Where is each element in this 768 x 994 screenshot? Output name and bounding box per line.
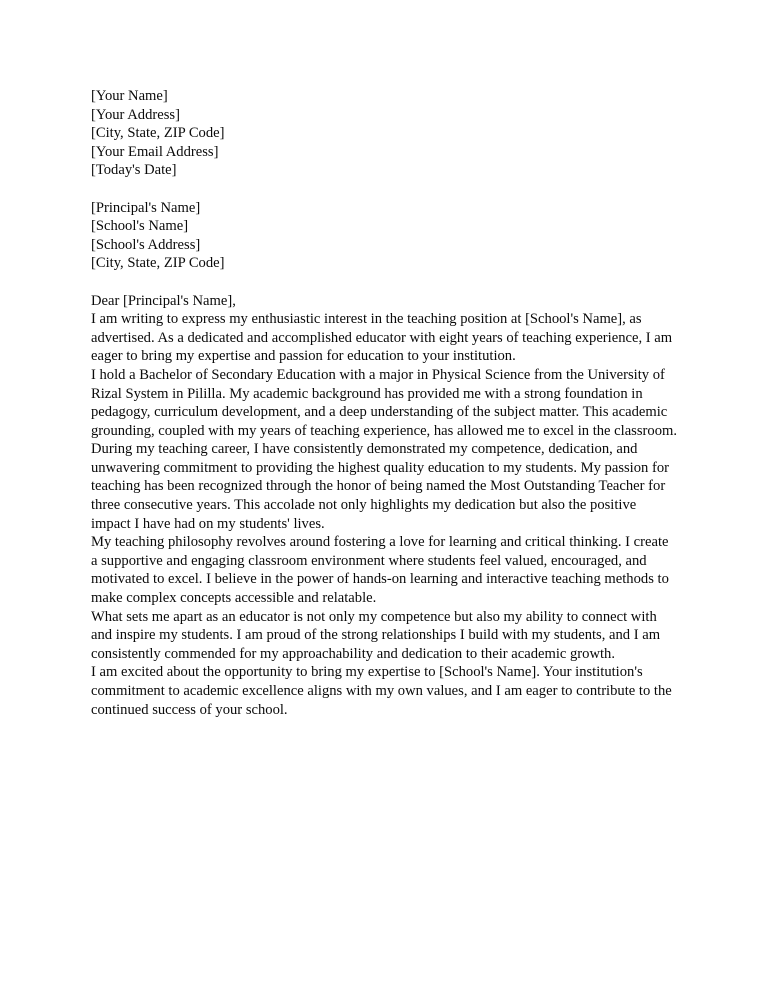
sender-address-line: [Your Address] xyxy=(91,106,180,123)
sender-name-line: [Your Name] xyxy=(91,88,168,104)
letter-paragraph-closing: I am excited about the opportunity to bring my expertise to [School's Name]. Your institution's commitment to academic excellence aligns with my own values, and I am eager to contribute to the continued success of your school. xyxy=(91,664,672,718)
salutation: Dear [Principal's Name], xyxy=(91,292,236,309)
recipient-address-line: [School's Address] xyxy=(91,236,201,253)
letter-paragraph-career: During my teaching career, I have consistently demonstrated my competence, dedication, and unwavering commitment to providing the highest quality education to my students. My passion for teaching has been recognized through the honor of being named the Most Outstanding Teacher for three consecutive years. This accolade not only highlights my dedication but also the positive impact I have had on my students' lives. xyxy=(91,441,669,532)
letter-paragraph-intro: I am writing to express my enthusiastic interest in the teaching position at [School's Name], as advertised. As a dedicated and accomplished educator with eight years of teaching experience, I am eager to bring my expertise and passion for education to your institution. xyxy=(91,311,673,365)
recipient-city-line: [City, State, ZIP Code] xyxy=(91,255,225,272)
recipient-block xyxy=(91,199,678,273)
sender-city-line: [City, State, ZIP Code] xyxy=(91,125,225,142)
letter-paragraph-education: I hold a Bachelor of Secondary Education with a major in Physical Science from the University of Rizal System in Pililla. My academic background has provided me with a strong foundation in pedagogy, curriculum development, and a deep understanding of the subject matter. This academic grounding, coupled with my years of teaching experience, has allowed me to excel in the classroom. xyxy=(91,366,677,439)
sender-block xyxy=(91,87,678,180)
letter-paragraph-philosophy: My teaching philosophy revolves around fostering a love for learning and critical thinking. I create a supportive and engaging classroom environment where students feel valued, encouraged, and motivated to excel. I believe in the power of hands-on learning and interactive teaching methods to make complex concepts accessible and relatable. xyxy=(91,534,669,607)
sender-email-line: [Your Email Address] xyxy=(91,143,219,160)
recipient-school-line: [School's Name] xyxy=(91,218,189,235)
recipient-name-line: [Principal's Name] xyxy=(91,199,201,216)
letter-paragraph-strengths: What sets me apart as an educator is not only my competence but also my ability to connect with and inspire my students. I am proud of the strong relationships I build with my students, and I am consistently commended for my approachability and dedication to their academic growth. xyxy=(91,608,661,662)
sender-date-line: [Today's Date] xyxy=(91,162,177,179)
